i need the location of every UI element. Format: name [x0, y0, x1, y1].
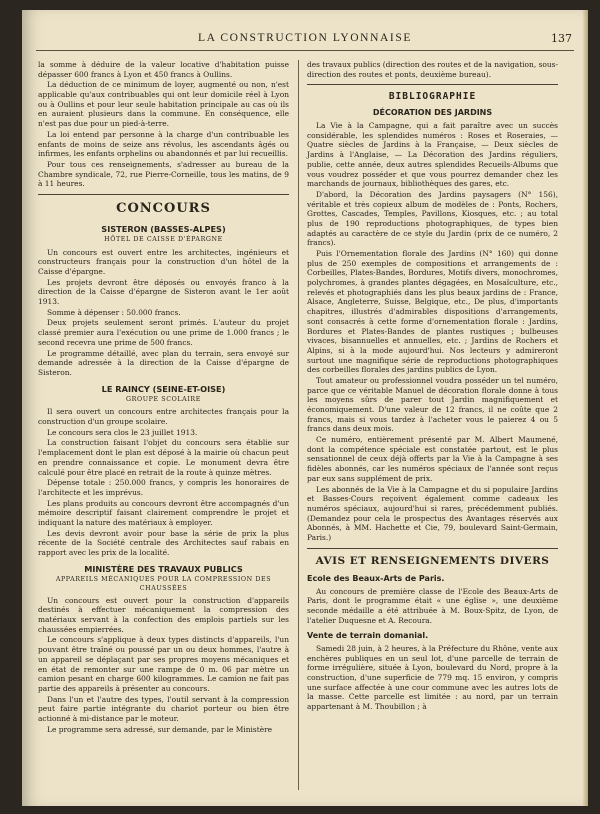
page-number: 137: [551, 32, 572, 45]
section-divider: [38, 194, 289, 195]
bibliography-paragraph: D'abord, la Décoration des Jardins paysagers (N° 156), véritable et très copieux album de modèles de : Ponts, Rochers, Grottes, Cascades, Temples, Pavillons, Kiosques, etc. ; au total plus de 190 reproductions photographiques, de types bien adaptés au caractère de ce style du Jardin (prix de ce numéro, 2 francs).: [307, 189, 558, 248]
notice-paragraph: Au concours de première classe de l'Ecole des Beaux-Arts de Paris, dont le programme était « une église », une deuxième seconde médaille a été attribuée à M. Boux-Spitz, de Lyon, de l'atelier Duquesne et A. Recoura.: [307, 586, 558, 625]
contest-heading: SISTERON (BASSES-ALPES): [101, 223, 226, 234]
contest-paragraph: Il sera ouvert un concours entre architectes français pour la construction d'un groupe scolaire.: [38, 407, 289, 427]
contest-paragraph: Deux projets seulement seront primés. L'auteur du projet classé premier aura l'exécution ou une prime de 1.000 francs ; le second recevra une prime de 500 francs.: [38, 318, 289, 347]
bibliography-paragraph: La Vie à la Campagne, qui a fait paraître avec un succès considérable, les splendides numéros : Roses et Roseraies, — Quatre siècles de Jardins à la Française, — Deux siècles de Jardins à l'Anglaise, — La Décoration des Jardins réguliers, publie, cette année, deux autres splendides Recueils-Albums que vous voudrez posséder et que vous pourrez demander chez les marchands de journaux, bibliothèques des gares, etc.: [307, 121, 558, 189]
contest-paragraph: La construction faisant l'objet du concours sera établie sur l'emplacement dont le plan est déposé à la mairie où chacun peut en prendre connaissance et copie. Le monument devra être calculé pour être placé en retrait de la route à quinze mètres.: [38, 438, 289, 477]
intro-paragraph: La déduction de ce minimum de loyer, augmenté ou non, n'est applicable qu'aux contribuables qui ont leur domicile réel à Lyon ou à Oullins et pour leur seule habitation principale au cas où ils en auraient plusieurs dans la commune. En conséquence, elle n'est pas due pour un pied-à-terre.: [38, 80, 289, 129]
intro-paragraph: La loi entend par personne à la charge d'un contribuable les enfants de moins de seize ans révolus, les ascendants âgés ou infirmes, les enfants orphelins ou abandonnés et par lui recueillis.: [38, 129, 289, 159]
page-edge-shadow: [582, 10, 588, 806]
column-rule: [298, 60, 299, 790]
contest-paragraph: Un concours est ouvert entre les architectes, ingénieurs et constructeurs français pour la construction d'un hôtel de la Caisse d'épargne.: [38, 247, 289, 277]
contest-paragraph: Les plans produits au concours devront être accompagnés d'un mémoire descriptif faisant clairement comprendre le projet et indiquant la nature des matériaux à employer.: [38, 498, 289, 527]
contest-paragraph: Le programme détaillé, avec plan du terrain, sera envoyé sur demande adressée à la direction de la Caisse d'épargne de Sisteron.: [38, 348, 289, 377]
running-title: LA CONSTRUCTION LYONNAISE: [198, 32, 412, 44]
contest-heading: LE RAINCY (SEINE-ET-OISE): [101, 383, 226, 394]
contest-paragraph: Les projets devront être déposés ou envoyés franco à la direction de la Caisse d'épargne de Sisteron avant le 1er août 1913.: [38, 277, 289, 307]
notice-paragraph: Samedi 28 juin, à 2 heures, à la Préfecture du Rhône, vente aux enchères publiques en un seul lot, d'une parcelle de terrain de forme irrégulière, située à Lyon, boulevard du Nord, propre à la construction, d'une superficie de 779 mq. 15 environ, y compris une surface affectée à une cour commune avec les autres lots de la masse. Cette parcelle est limitée : au nord, par un terrain appartenant à M. Thoubillon ; à: [307, 643, 558, 711]
newspaper-page: [22, 10, 588, 806]
intro-paragraph: Pour tous ces renseignements, s'adresser au bureau de la Chambre syndicale, 72, rue Pierre-Corneille, tous les matins, de 9 à 11 heures.: [38, 159, 289, 189]
contest-paragraph: Dépense totale : 250.000 francs, y compris les honoraires de l'architecte et les imprévus.: [38, 478, 289, 497]
contest-subheading: APPAREILS MÉCANIQUES POUR LA COMPRESSION DES CHAUSSÉES: [55, 576, 272, 592]
contest-paragraph: Dans l'un et l'autre des types, l'outil servant à la compression peut faire partie intégrante du chariot porteur ou bien être actionné à mi-distance par le moteur.: [38, 694, 289, 723]
contest-paragraph: Somme à dépenser : 50.000 francs.: [47, 307, 181, 317]
notice-heading: Vente de terrain domanial.: [307, 631, 429, 641]
notice-heading: Ecole des Beaux-Arts de Paris.: [307, 574, 445, 584]
page-header: [36, 32, 574, 51]
contest-paragraph: Le concours sera clos le 23 juillet 1913.: [47, 427, 198, 437]
section-divider: [307, 548, 558, 549]
contest-subheading: HÔTEL DE CAISSE D'ÉPARGNE: [104, 236, 223, 244]
avis-title: AVIS ET RENSEIGNEMENTS DIVERS: [315, 554, 550, 567]
bibliography-paragraph: Ce numéro, entièrement présenté par M. Albert Maumené, dont la compétence spéciale est constatée partout, est le plus sensationnel de ceux déjà offerts par la Vie à la Campagne à ses fidèles abonnés, car les numéros spéciaux de l'année sont reçus par eux sans supplément de prix.: [307, 435, 558, 483]
bibliography-paragraph: Tout amateur ou professionnel voudra posséder un tel numéro, parce que ce véritable Manuel de décoration florale donne à tous les moyens sûrs de parer tout Jardin magnifiquement et économiquement. D'une valeur de 12 francs, il ne coûte que 2 francs, mais si vous tardez à l'acheter vous le paierez 4 ou 5 francs dans deux mois.: [307, 375, 558, 434]
contest-paragraph: Les devis devront avoir pour base la série de prix la plus récente de la Société centrale des Architectes sauf rabais en rapport avec les prix de la localité.: [38, 528, 289, 558]
contest-heading: MINISTÈRE DES TRAVAUX PUBLICS: [84, 563, 243, 574]
intro-paragraph: la somme à déduire de la valeur locative d'habitation puisse dépasser 600 francs à Lyon et 450 francs à Oullins.: [38, 60, 289, 79]
bibliography-paragraph: Puis l'Ornementation florale des Jardins (N° 160) qui donne plus de 250 exemples de compositions et arrangements de : Corbeilles, Plates-Bandes, Bordures, Motifs divers, monochromes, polychromes, à grandes plantes dégagées, en Mosaïculture, etc., relevés et photographiés dans les plus beaux jardins de : France, Alsace, Angleterre, Suisse, Belgique, etc., De plus, d'importants chapitres, illustrés d'admirables dispositions d'arrangements, sont consacrés à cette forme d'ornementation florale : Jardins, Bordures et Plates-Bandes de plantes rustiques ; bulbeuses vivaces, bisannuelles et annuelles, etc. ; Jardins de Rochers et Alpins, si à la mode aujourd'hui. Nos lecteurs y admireront surtout une magnifique série de reproductions photographiques des corbeilles florales des jardins publics de Lyon.: [307, 249, 558, 375]
contest-paragraph: Un concours est ouvert pour la construction d'appareils destinés à effectuer mécaniquement la compression des matériaux servant à la confection des emplois partiels sur les chaussées empierrées.: [38, 595, 289, 634]
section-divider: [307, 84, 558, 85]
bibliography-paragraph: Les abonnés de la Vie à la Campagne et du si populaire Jardins et Basses-Cours reçoivent également comme cadeaux les numéros spéciaux, aujourd'hui si rares, précédemment publiés. (Demandez pour cela le prospectus des Avantages réservés aux Abonnés, à MM. Hachette et Cie, 79, boulevard Saint-Germain, Paris.): [307, 484, 558, 542]
left-column: [38, 60, 289, 735]
contest-paragraph: Le concours s'applique à deux types distincts d'appareils, l'un pouvant être traîné ou poussé par un ou deux hommes, l'autre à un appareil se déplaçant par ses propres moyens mécaniques et en état de remonter sur une rampe de 0 m. 06 par mètre un camion pesant en charge 600 kilogrammes. Le camion ne fait pas partie des appareils à présenter au concours.: [38, 635, 289, 693]
contest-subheading: GROUPE SCOLAIRE: [126, 396, 201, 404]
contest-paragraph: Le programme sera adressé, sur demande, par le Ministère: [47, 724, 273, 734]
continuation-paragraph: des travaux publics (direction des routes et de la navigation, sous-direction des routes et ponts, deuxième bureau).: [307, 60, 558, 79]
bibliography-title: BIBLIOGRAPHIE: [388, 91, 477, 103]
concours-title: CONCOURS: [116, 200, 211, 216]
bibliography-subtitle: DÉCORATION DES JARDINS: [372, 107, 493, 117]
right-column: [307, 60, 558, 713]
